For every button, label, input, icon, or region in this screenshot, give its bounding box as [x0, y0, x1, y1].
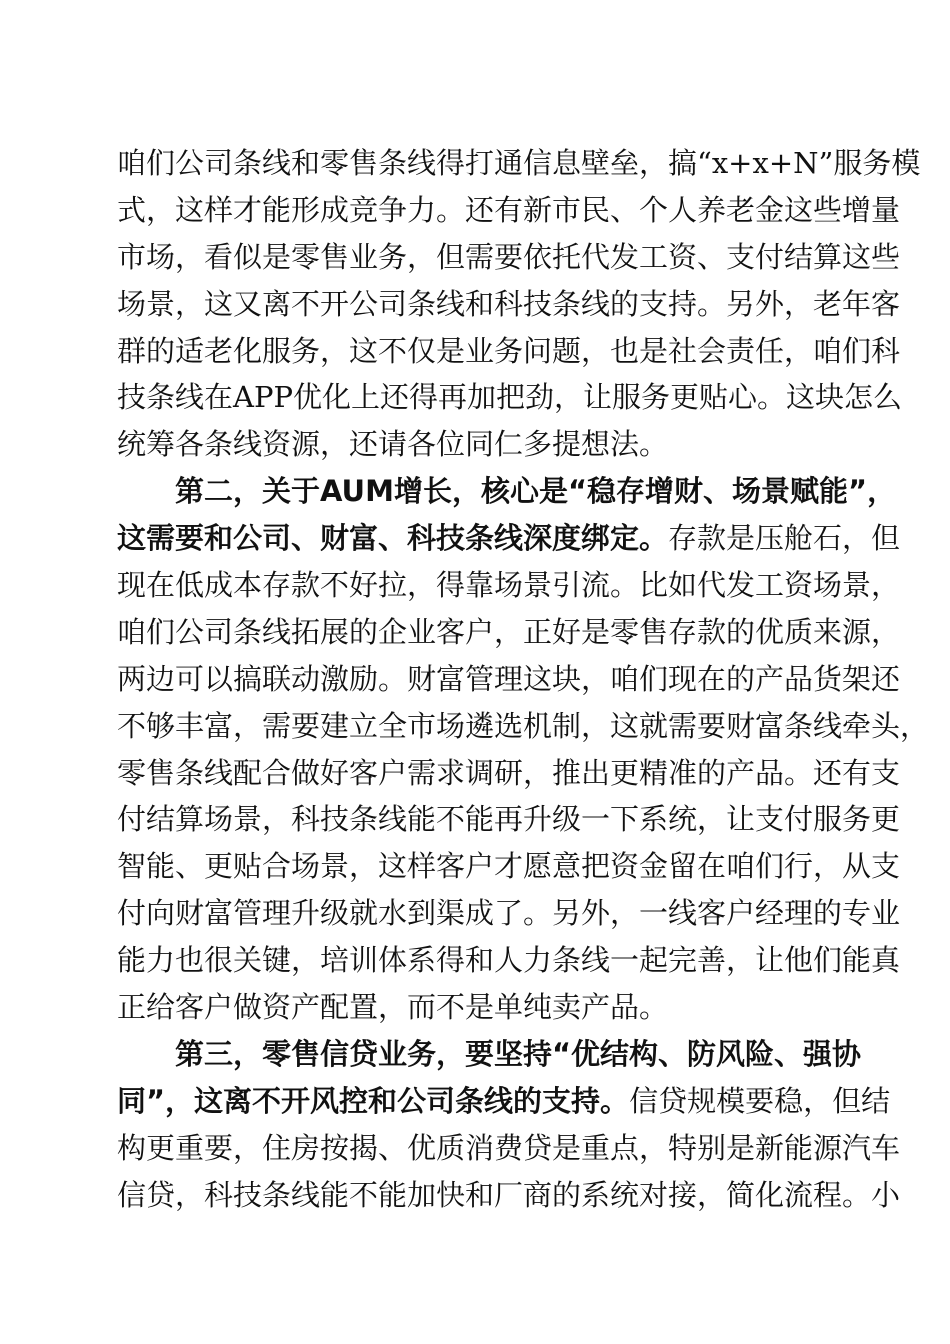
body-text: 技条线在APP优化上还得再加把劲，让服务更贴心。这块怎么 [117, 380, 902, 415]
text-line [117, 703, 930, 750]
body-text: 咱们公司条线拓展的企业客户，正好是零售存款的优质来源， [117, 614, 901, 649]
text-line [117, 843, 901, 890]
body-text: 信贷规模要稳，但结 [629, 1083, 891, 1118]
body-text: 能力也很关键，培训体系得和人力条线一起完善，让他们能真 [117, 943, 901, 978]
bold-text: 这需要和公司、财富、科技条线深度绑定。 [117, 521, 669, 556]
body-text: 存款是压舱石，但 [668, 521, 901, 556]
text-line [117, 1172, 901, 1219]
body-text: 信贷，科技条线能不能加快和厂商的系统对接，简化流程。小 [117, 1177, 901, 1212]
text-line [117, 374, 902, 421]
text-line [117, 937, 901, 984]
text-line [117, 468, 897, 515]
body-text: 咱们公司条线和零售条线得打通信息壁垒，搞“x+x+N”服务模 [117, 146, 921, 180]
text-line [117, 187, 901, 234]
text-line [117, 609, 901, 656]
body-text: 正给客户做资产配置，而不是单纯卖产品。 [117, 990, 669, 1025]
text-line [117, 1125, 901, 1172]
body-text: 现在低成本存款不好拉，得靠场景引流。比如代发工资场景， [117, 568, 901, 603]
paragraph [117, 468, 930, 1031]
paragraph [117, 140, 921, 468]
body-text: 构更重要，住房按揭、优质消费贷是重点，特别是新能源汽车 [117, 1130, 901, 1165]
body-text: 场景，这又离不开公司条线和科技条线的支持。另外，老年客 [117, 286, 901, 321]
body-text: 智能、更贴合场景，这样客户才愿意把资金留在咱们行，从支 [117, 849, 901, 884]
body-text: 式，这样才能形成竞争力。还有新市民、个人养老金这些增量 [117, 192, 901, 227]
text-line [117, 1078, 891, 1125]
text-line [117, 140, 921, 187]
text-line [117, 562, 901, 609]
document-page [117, 140, 930, 1218]
text-line [117, 984, 837, 1031]
text-line [117, 656, 901, 703]
body-text: 两边可以搞联动激励。财富管理这块，咱们现在的产品货架还 [117, 661, 901, 696]
text-line [117, 1031, 862, 1078]
body-text: 统筹各条线资源，还请各位同仁多提想法。 [117, 427, 669, 462]
body-text: 付结算场景，科技条线能不能再升级一下系统，让支付服务更 [117, 802, 901, 837]
bold-text: 第二，关于AUM增长，核心是“稳存增财、场景赋能”， [175, 474, 897, 509]
body-text: 群的适老化服务，这不仅是业务问题，也是社会责任，咱们科 [117, 333, 901, 368]
text-line [117, 750, 901, 797]
bold-text: 同”，这离不开风控和公司条线的支持。 [117, 1083, 630, 1118]
body-text: 付向财富管理升级就水到渠成了。另外，一线客户经理的专业 [117, 896, 901, 931]
body-text: 不够丰富，需要建立全市场遴选机制，这就需要财富条线牵头， [117, 708, 930, 743]
text-line [117, 796, 901, 843]
body-text: 零售条线配合做好客户需求调研，推出更精准的产品。还有支 [117, 755, 901, 790]
text-line [117, 328, 901, 375]
text-line [117, 515, 901, 562]
text-line [117, 234, 901, 281]
text-line [117, 421, 837, 468]
text-line [117, 281, 901, 328]
bold-text: 第三，零售信贷业务，要坚持“优结构、防风险、强协 [175, 1036, 862, 1071]
body-text: 市场，看似是零售业务，但需要依托代发工资、支付结算这些 [117, 239, 901, 274]
paragraph [117, 1031, 901, 1219]
text-line [117, 890, 901, 937]
